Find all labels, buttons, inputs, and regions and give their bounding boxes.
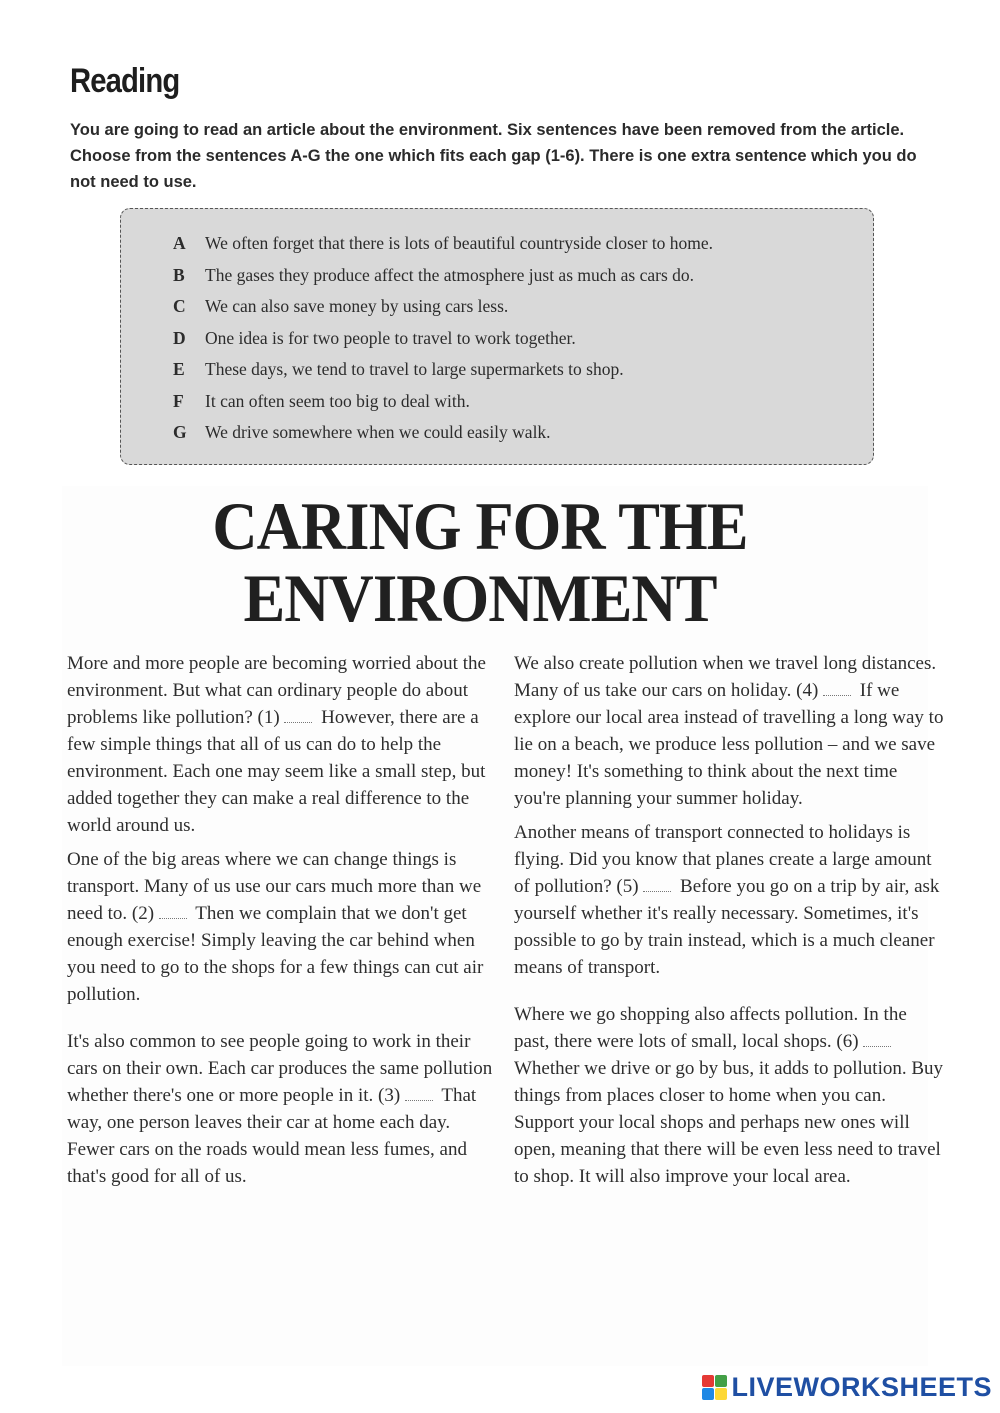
option-text: We can also save money by using cars less. (205, 296, 509, 316)
option-text: One idea is for two people to travel to work together. (205, 327, 576, 348)
gap-blank-5[interactable] (643, 879, 671, 892)
option-letter: F (173, 390, 184, 411)
option-text: It can often seem too big to deal with. (205, 390, 470, 411)
option-item (173, 296, 873, 328)
liveworksheets-logo-icon (702, 1375, 727, 1400)
option-letter: C (173, 296, 186, 316)
gap-blank-6[interactable] (863, 1034, 891, 1047)
logo-square (715, 1375, 727, 1387)
option-item (173, 391, 873, 423)
liveworksheets-brand[interactable] (702, 1372, 992, 1403)
gap-blank-1[interactable] (284, 710, 312, 723)
option-text: The gases they produce affect the atmosphere just as much as cars do. (205, 264, 695, 285)
option-item (173, 328, 873, 360)
article-column-right (514, 650, 944, 1197)
option-letter: G (173, 422, 187, 442)
option-item (173, 265, 873, 297)
option-item (173, 233, 873, 265)
paragraph-2: One of the big areas where we can change things is transport. Many of us use our cars much more than we need to. (2) Then we complain that we don't get enough exercise! Simply leaving the car behind when you need to go to the shops for a few things can cut air pollution. (67, 849, 484, 1005)
gap-label-5: (5) (616, 876, 639, 897)
section-title: Reading (70, 62, 180, 100)
article-title-line2: ENVIRONMENT (243, 560, 717, 636)
logo-square (702, 1388, 714, 1400)
gap-label-6: (6) (836, 1031, 859, 1052)
article-column-left (67, 650, 497, 1197)
gap-label-4: (4) (796, 680, 819, 701)
logo-square (702, 1375, 714, 1387)
paragraph-6: Where we go shopping also affects pollution. In the past, there were lots of small, local shops. (6) Whether we drive or go by bus, it adds to pollution. Buy things from places closer to home when you can. Support your local shops and perhaps new ones will open, meaning that there will be even less need to travel to shop. It will also improve your local area. (514, 1004, 944, 1187)
gap-label-2: (2) (131, 903, 155, 924)
option-text: We drive somewhere when we could easily walk. (205, 422, 551, 442)
paragraph-1: More and more people are becoming worried about the environment. But what can ordinary people do about problems like pollution? (1) However, there are a few simple things that all of us can do to help the environment. Each one may seem like a small step, but added together they can make a real difference to the world around us. (67, 653, 486, 836)
article-title (38, 490, 921, 634)
options-box (120, 208, 874, 465)
gap-blank-4[interactable] (823, 683, 851, 696)
option-text: These days, we tend to travel to large supermarkets to shop. (205, 359, 624, 379)
instructions: You are going to read an article about the environment. Six sentences have been removed from the article. Choose from the sentences A-G the one which fits each gap (1-6). There is one extra sentence which you do not need to use. (70, 121, 917, 191)
paragraph-3: It's also common to see people going to work in their cars on their own. Each car produces the same pollution whether there's one or more people in it. (3) That way, one person leaves their car at home each day. Fewer cars on the roads would mean less fumes, and that's good for all of us. (67, 1031, 493, 1187)
option-text: We often forget that there is lots of beautiful countryside closer to home. (205, 233, 714, 253)
option-item (173, 359, 873, 391)
option-item (173, 422, 873, 454)
gap-label-3: (3) (378, 1085, 401, 1106)
gap-blank-2[interactable] (159, 906, 187, 919)
options-list (121, 209, 873, 454)
logo-square (715, 1388, 727, 1400)
brand-name: LIVEWORKSHEETS (731, 1372, 992, 1402)
gap-label-1: (1) (257, 707, 280, 728)
gap-blank-3[interactable] (405, 1088, 433, 1101)
option-letter: E (173, 359, 185, 379)
option-letter: A (173, 233, 186, 253)
paragraph-5: Another means of transport connected to holidays is flying. Did you know that planes create a large amount of pollution? (5) Before you go on a trip by air, ask yourself whether it's really necessary. Sometimes, it's possible to go by train instead, which is a much cleaner means of transport. (514, 822, 940, 978)
option-letter: B (173, 264, 185, 285)
option-letter: D (173, 327, 186, 348)
article-title-line1: CARING FOR THE (212, 488, 748, 564)
paragraph-4: We also create pollution when we travel long distances. Many of us take our cars on holiday. (4) If we explore our local area instead of travelling a long way to lie on a beach, we produce less pollution – and we save money! It's something to think about the next time you're planning your summer holiday. (514, 653, 944, 809)
